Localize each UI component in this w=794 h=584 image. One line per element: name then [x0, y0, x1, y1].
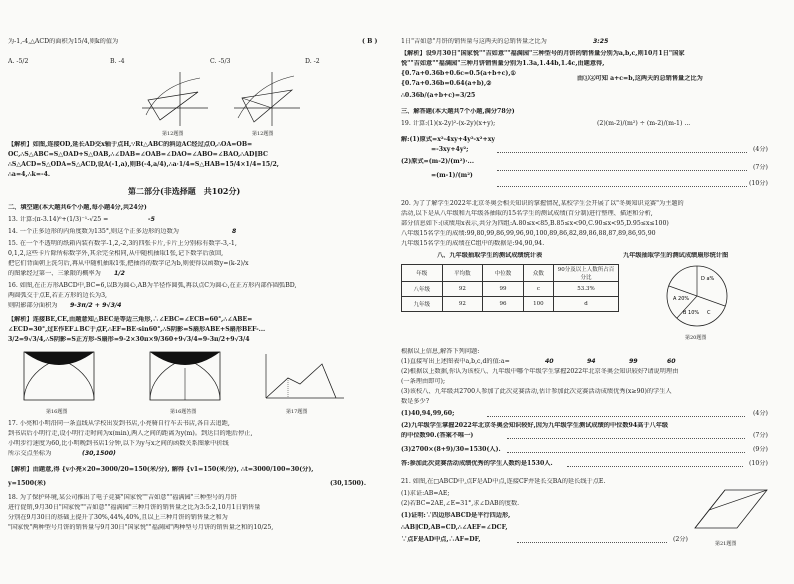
- q19-part1: 19. 计算:(1)(x-2y)²-(x-2y)(x+y);: [401, 120, 496, 127]
- figure-17: [258, 350, 348, 406]
- q20-answer-2: (2)九年级学生掌握2022年北京冬奥会知识较好,因为九年级学生测试成绩的中位数94高于八年级: [401, 422, 669, 429]
- q20-sub1: (1)直接写出上述图表中a,b,c,d的值:a=: [401, 358, 510, 365]
- q17-solution-3: (30,1500).: [330, 480, 366, 487]
- q20-instructions: 根据以上信息,解答下列问题:: [401, 348, 480, 355]
- value-c: 99: [629, 358, 638, 365]
- section-two-heading: 二、填空题(本大题共6个小题,每小题4分,共24分): [8, 204, 147, 211]
- scores-table: [401, 264, 619, 312]
- q18-line-4: "国家悦"两种型号月饼的销售量与9月30日"国家悦""福满园"两种型号月饼的销售量之和的10/25,: [8, 524, 274, 531]
- pie-label-b: B 10%: [683, 310, 700, 316]
- pie-chart: [659, 262, 739, 332]
- table-cell: 99: [483, 282, 524, 297]
- q18-solution-6: ∴0.36b/(a+b+c)=3/25: [401, 92, 476, 99]
- q16-solution-2: ∠ECD=30°,过E作EF⊥BC于点F,∴EF=BE·sin60°,∴S阴影=S扇形ABE+S扇形BEF-...: [8, 326, 266, 333]
- pie-title: 九年级抽取学生的测试成绩扇形统计图: [623, 252, 729, 259]
- q19-dots-2: [497, 170, 747, 171]
- table-header-row: [402, 265, 619, 282]
- fig20-caption: 第20题图: [685, 335, 707, 341]
- header-cell: 众数: [523, 265, 553, 282]
- fig17-caption: 第17题图: [286, 409, 308, 415]
- q16-line-1: 16. 如图,在正方形ABCD中,BC=6,以B为圆心,AB为半径作圆弧,再以点C为圆心,在正方形内部作圆弧BD,: [8, 282, 297, 289]
- q21-dots: [517, 542, 667, 543]
- q15-line-2: 0,1,2,这些卡片除所标数字外,其余完全相同,从中随机抽取1张,记下数字后放回,: [8, 250, 224, 257]
- q21-line-2: (1)求证:AB=AE;: [401, 490, 450, 497]
- section-three-heading: 三、解答题(本大题共7个小题,满分78分): [401, 108, 515, 115]
- table-row: [402, 297, 619, 312]
- value-b: 94: [587, 358, 596, 365]
- q14-text: 14. 一个正多边形的内角度数为135°,则这个正多边形的边数为: [8, 228, 179, 235]
- fig12b-caption: 第12题图: [252, 131, 274, 137]
- q15-line-1: 15. 在一个不透明的纸箱内装有数字-1,2,-2,3的四张卡片,卡片上分别标有数字-3,-1,: [8, 240, 237, 247]
- q18-solution-1: 【解析】设9月30日"国家悦""吉如意""福满园"三种型号的月饼的销售量分别为a,b,c,则10月1日"国家: [401, 50, 685, 57]
- q17-line-2: 到书店后小明行走,设小明行走时间为x(min),两人之间的距离为y(m)。到达目的地后停止,: [8, 430, 253, 437]
- q13-answer: -5: [148, 216, 155, 223]
- pie-label-a: A 20%: [673, 296, 690, 302]
- option-b: B. -4: [110, 58, 125, 65]
- q14-answer: 8: [232, 228, 237, 235]
- q21-line-3: (2)若BC=2AE,∠E=31°,求∠DAB的度数.: [401, 500, 520, 507]
- q18-continued: 1日"吉如意"月饼的销售量与这两天的总销售量之比为: [401, 38, 547, 45]
- q17-line-1: 17. 小亮和小明沿同一条直线从学校出发到书店,小亮骑自行车去书店,各自去追距,: [8, 420, 230, 427]
- pie-label-d: D a%: [701, 276, 715, 282]
- q20-score-4: (10分): [749, 460, 768, 467]
- figure-12b: [232, 70, 302, 130]
- fig21-caption: 第21题图: [715, 541, 737, 547]
- q20-score-2: (7分): [753, 432, 768, 439]
- q18-answer: 3:25: [593, 38, 609, 45]
- table-cell: 100: [523, 297, 553, 312]
- q20-dots-3: [507, 452, 745, 453]
- q16-line-2: 两圆弧交于点E,若正方形的边长为3,: [8, 292, 108, 299]
- header-cell: 年级: [402, 265, 443, 282]
- q13-text: 13. 计算:(π-3.14)⁰+(1/3)⁻¹-√25 =: [8, 216, 109, 223]
- q21-score: (2分): [673, 536, 688, 543]
- header-cell: 中位数: [483, 265, 524, 282]
- q18-solution-2: 悦""吉如意""福满园"三种月饼销售量分别为1.3a,1.44b,1.4c,由题意得,: [401, 60, 605, 67]
- q18-solution-4: {0.7a+0.36b=0.64(a+b),②: [401, 80, 492, 87]
- q20-line-5: 九年级15名学生的成绩在C组中的数据是:94,90,94.: [401, 240, 545, 247]
- q16-solution-1: 【解析】连接BE,CE,由题意知△BEC是等边三角形,∴∠EBC=∠ECB=60°,∴∠ABE=: [8, 316, 253, 323]
- q20-score-1: (4分): [753, 410, 768, 417]
- q20-answer-3: (3)2700×(8+9)/30=1530(人).: [401, 446, 501, 453]
- q20-line-3: 部分信息如下:(成绩用x表示,共分为四组:A.80≤x<85,B.85≤x<90,C.90≤x<95,D.95≤x≤100): [401, 220, 669, 227]
- q20-line-2: 活动,以下是从八年级和九年级各抽取的15名学生的测试成绩(百分制)进行整理、描述和分析,: [401, 210, 653, 217]
- q19-score-3: (10分): [749, 180, 768, 187]
- q15-answer: 1/2: [114, 270, 125, 277]
- q18-line-3: 分别在9月30日的基础上提升了30%,44%,40%,且以上三种月饼的销售量之和为: [8, 514, 228, 521]
- fig16-answer-caption: 第16题答图: [170, 409, 197, 415]
- part-two-heading: 第二部分(非选择题 共102分): [128, 186, 241, 196]
- pie-label-c: C: [707, 310, 711, 316]
- q19-part2: (2)(m-2)/(m²) ÷ (m-2)/(m-1) ...: [597, 120, 691, 127]
- right-column: [397, 0, 794, 584]
- q20-sub2-cont: (一条理由即可);: [401, 378, 446, 385]
- q21-proof-3: ∵点F是AD中点,∴AF=DF,: [401, 536, 481, 543]
- figure-16-answer: [140, 348, 235, 406]
- q20-answer-2-cont: 的中位数90.(答案不唯一): [401, 432, 474, 439]
- option-a: A. -5/2: [8, 58, 29, 65]
- q20-line-4: 八年级15名学生的成绩:99,80,99,86,99,96,90,100,89,86,82,89,86,88,87,89,86,95,90: [401, 230, 656, 237]
- option-c: C. -5/3: [210, 58, 231, 65]
- table-cell: 八年级: [402, 282, 443, 297]
- figure-12a: [140, 70, 210, 130]
- table-title: 八、九年级抽取学生的测试成绩统计表: [437, 252, 543, 259]
- q19-solution-2: =-3xy+4y²;: [431, 146, 469, 153]
- option-d: D. -2: [305, 58, 320, 65]
- table-cell: 53.3%: [554, 282, 619, 297]
- q19-dots-1: [497, 152, 747, 153]
- q20-conclusion: 答:参加此次竞赛活动成绩优秀的学生人数约是1530人.: [401, 460, 553, 467]
- q18-solution-3: {0.7a+0.36b+0.6c=0.5(a+b+c),①: [401, 70, 517, 77]
- table-row: [402, 282, 619, 297]
- q20-dots-2: [507, 438, 745, 439]
- q19-score-2: (7分): [753, 164, 768, 171]
- q16-line-3: 则阴影部分面积为: [8, 302, 58, 309]
- q20-line-1: 20. 为了了解学生2022年北京冬奥会相关知识的掌握情况,某校学生会开展了以"冬奥知识竞赛"为主题的: [401, 200, 684, 207]
- q19-solution-3: (2)原式=(m-2)/(m²)·...: [401, 158, 474, 165]
- value-d: 60: [667, 358, 676, 365]
- q17-answer: (30,1500): [82, 450, 116, 457]
- q20-sub3-cont: 数是多少?: [401, 398, 430, 405]
- q15-line-3: 把它们背面朝上洗匀后,再从中随机抽取1张,把抽得的数字记为b,则使得以函数y=(k-2)/x: [8, 260, 249, 267]
- header-cell: 平均数: [442, 265, 483, 282]
- q12-tail: 为-1,-4,△ACD的面积为15/4,则k的值为: [8, 38, 119, 45]
- q16-answer: 9-3π/2 + 9√3/4: [70, 302, 122, 309]
- q18-line-1: 18. 为了保护环境,某公司推出了电子竞赛"国家悦""吉如意""福满园"三种型号的月饼: [8, 494, 237, 501]
- fig12a-caption: 第12题图: [162, 131, 184, 137]
- header-cell: 90分及以上人数所占百分比: [554, 265, 619, 282]
- q21-proof-2: ∴AB∥CD,AB=CD,∴∠AEF=∠DCF,: [401, 524, 508, 531]
- table-cell: 96: [483, 297, 524, 312]
- q19-dots-3: [497, 186, 747, 187]
- q12-solution-1: 【解析】如图,连接OD,延长AD交x轴于点H,∵Rt△ABC的斜边AC经过点O,∴OA=OB=: [8, 141, 253, 148]
- q16-solution-3: 3/2=9√3/4,∴S阴影=S正方形-S扇形=9-2×30π×9/360+9√3/4=9-3π/2+9√3/4: [8, 336, 250, 343]
- q15-line-4: 的图象经过第一、三象限的概率为: [8, 270, 101, 277]
- q20-sub3: (3)该校八、九年级共2700人参加了此次竞赛活动,估计参加此次竞赛活动成绩优秀(x≥90)的学生人: [401, 388, 672, 395]
- q21-line-1: 21. 如图,在□ABCD中,点F是AD中点,连接CF并延长交BA的延长线于点E.: [401, 478, 606, 485]
- q20-answer-1: (1)40,94,99,60;: [401, 410, 455, 417]
- q19-solution-1: 解:(1)原式=x²-4xy+4y²-x²+xy: [401, 136, 495, 143]
- q19-solution-4: =(m-1)/(m²): [431, 172, 473, 179]
- q12-solution-3: ∴S△ACD=S△ODA=S△ACD,设A(-1,a),则B(-4,a/4),∴a·1/4=S△HAB=15/4×1/4=15/2,: [8, 161, 279, 168]
- q12-answer: ( B ): [362, 38, 378, 45]
- q20-dots-1: [487, 416, 745, 417]
- q12-solution-2: OC,∴S△ABC=S△OAD+S△OAB,∴∠DAB=∠OAB=∠DAO=∠ABO=∠BAO,∴AD∥BC: [8, 151, 268, 158]
- table-cell: 92: [442, 282, 483, 297]
- table-cell: d: [554, 297, 619, 312]
- table-cell: c: [523, 282, 553, 297]
- value-a: 40: [545, 358, 554, 365]
- table-cell: 九年级: [402, 297, 443, 312]
- q20-dots-4: [567, 466, 743, 467]
- q19-score-1: (4分): [753, 146, 768, 153]
- q17-solution-1: 【解析】由题意,得 {v小亮×20=3000/20=150(米/分), 解得 {v1=150(米/分), ∴t=3000/100=30(分),: [8, 466, 314, 473]
- q18-line-2: 进行促销,9月30日"国家悦""吉如意""福满园"三种月饼的销售量之比为3:5:2,10月1日销售量: [8, 504, 261, 511]
- fig16-caption: 第16题图: [46, 409, 68, 415]
- q12-solution-4: ∴a=4,∴k=-4.: [8, 171, 51, 178]
- q20-score-3: (9分): [753, 446, 768, 453]
- q17-line-3: 小明步行速度为60,比小明晚到书店1分钟,以下为y与x之间的函数关系图象中折线: [8, 440, 229, 447]
- q17-solution-2: y=1500(米): [8, 480, 47, 487]
- figure-16: [14, 348, 109, 406]
- figure-21: [687, 480, 777, 538]
- q18-solution-5: 由①②可知 a+c=b,这两天的总销售量之比为: [577, 75, 703, 82]
- q21-proof-1: (1)证明:∵四边形ABCD是平行四边形,: [401, 512, 511, 519]
- q17-line-4: 所示交点坐标为: [8, 450, 52, 457]
- table-cell: 92: [442, 297, 483, 312]
- q20-sub2: (2)根据以上数据,你认为该校八、九年级中哪个年级学生掌握2022年北京冬奥会知识较好?请说明理由: [401, 368, 679, 375]
